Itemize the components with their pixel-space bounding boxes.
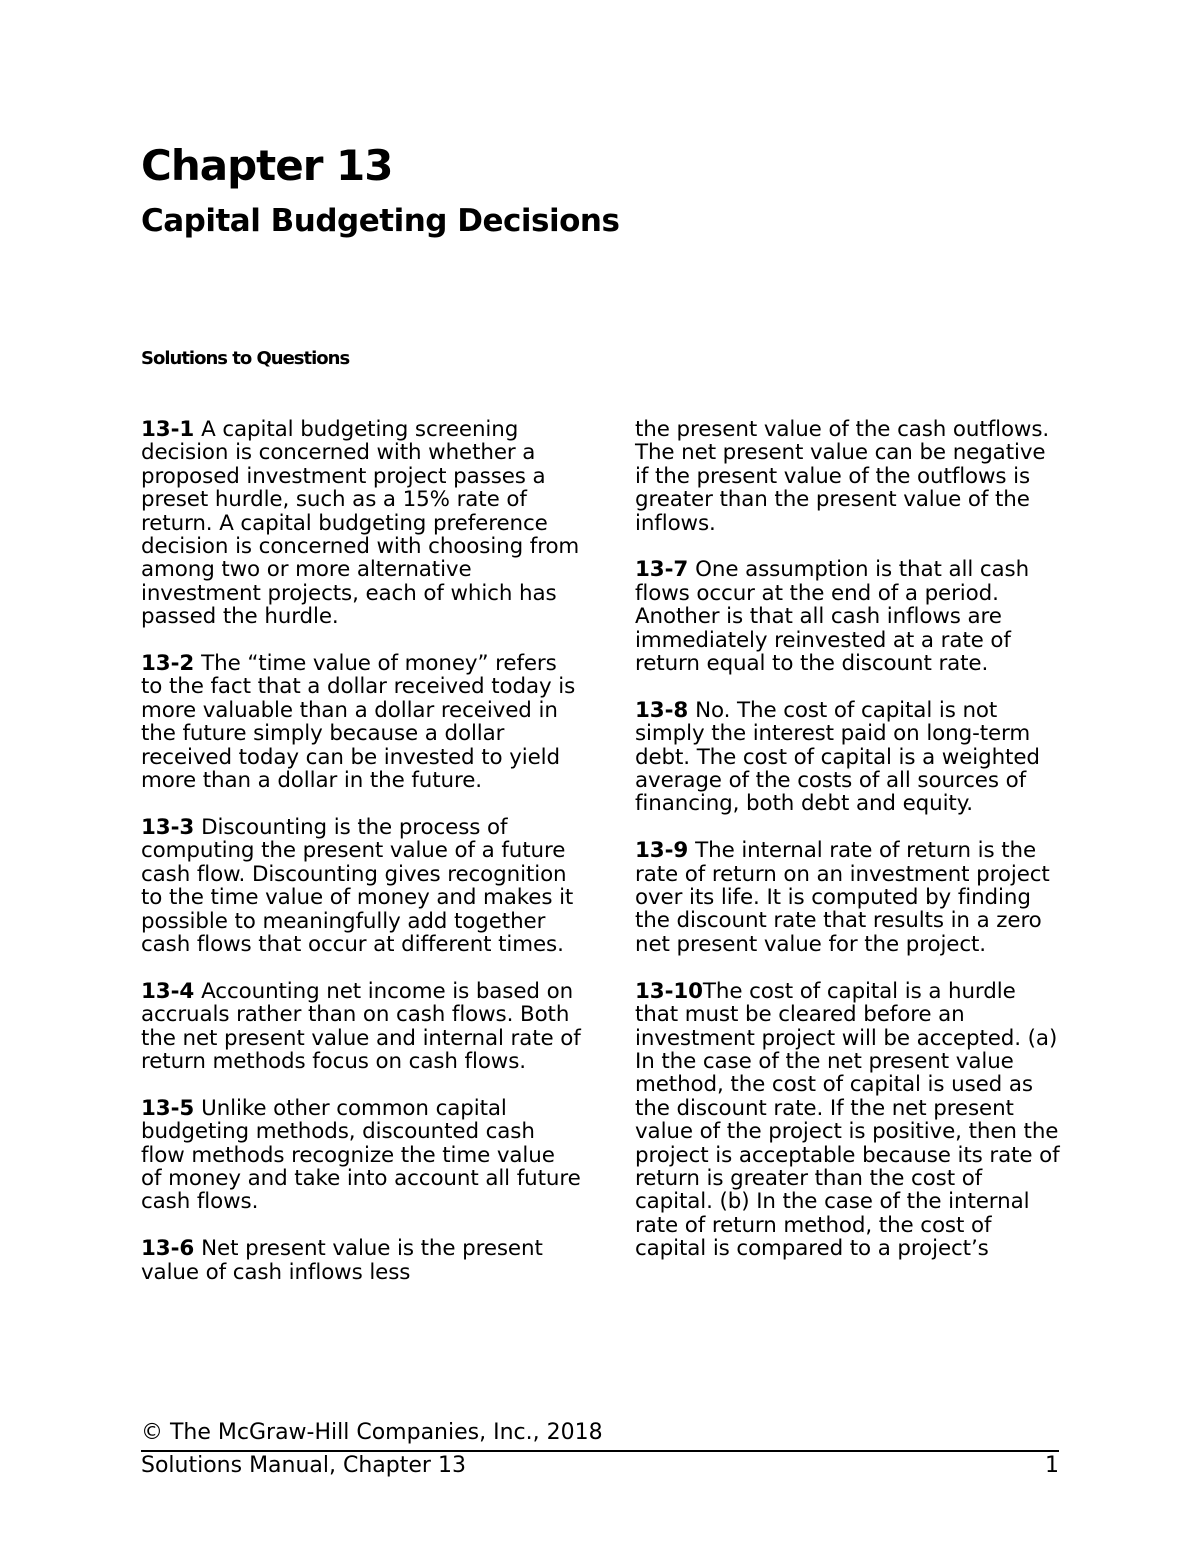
answer-paragraph	[635, 699, 1065, 816]
answer-text: The internal rate of return is the rate of return on an investment project over its life. It is computed by finding the discount rate that results in a zero net present value for the project.	[635, 838, 1050, 957]
answer-paragraph	[635, 980, 1065, 1261]
question-number: 13-10	[635, 978, 703, 1004]
question-number: 13-9	[635, 838, 689, 864]
question-number: 13-1	[141, 417, 195, 442]
answer-text: Discounting is the process of computing the present value of a future cash flow. Discounting gives recognition to the time value of money and makes it possible to meaningfully add together cash flows that occur at different times.	[141, 814, 574, 957]
left-column	[141, 418, 581, 1307]
question-number: 13-8	[635, 697, 689, 723]
answer-paragraph	[141, 1097, 581, 1214]
answer-text: Accounting net income is based on accruals rather than on cash flows. Both the net present value and internal rate of return methods focus on cash flows.	[141, 978, 581, 1074]
question-number: 13-6	[141, 1236, 195, 1262]
page-number: 1	[1045, 1453, 1059, 1478]
question-number: 13-2	[141, 651, 195, 677]
question-number: 13-7	[635, 557, 689, 583]
copyright-notice: © The McGraw-Hill Companies, Inc., 2018	[141, 1420, 603, 1445]
answer-text: One assumption is that all cash flows occur at the end of a period. Another is that all cash inflows are immediately reinvested at a rate of return equal to the discount rate.	[635, 557, 1030, 677]
footer-manual-label: Solutions Manual, Chapter 13	[141, 1453, 466, 1478]
answer-paragraph	[141, 980, 581, 1074]
answer-paragraph	[635, 839, 1065, 956]
answer-text: The cost of capital is a hurdle that must be cleared before an investment project will be accepted. (a) In the case of the net present value method, the cost of capital is used as the discount rate. If the net present value of the project is positive, then the project is acceptable because its rate of return is greater than the cost of capital. (b) In the case of the internal rate of return method, the cost of capital is compared to a project’s	[635, 978, 1060, 1262]
chapter-subtitle: Capital Budgeting Decisions	[141, 203, 620, 239]
question-number: 13-4	[141, 978, 195, 1004]
answer-text: The “time value of money” refers to the fact that a dollar received today is more valuable than a dollar received in the future simply because a dollar received today can be invested to yield more than a dollar in the future.	[141, 651, 576, 794]
answer-text: No. The cost of capital is not simply the interest paid on long-term debt. The cost of capital is a weighted average of the costs of all sources of financing, both debt and equity.	[635, 697, 1040, 817]
answer-paragraph	[141, 816, 581, 956]
right-column	[635, 418, 1065, 1284]
answer-paragraph	[141, 418, 581, 629]
question-number: 13-3	[141, 814, 195, 840]
answer-continuation: the present value of the cash outflows. The net present value can be negative if the present value of the outflows is greater than the present value of the inflows.	[635, 417, 1050, 536]
answer-paragraph	[141, 652, 581, 792]
section-heading: Solutions to Questions	[141, 348, 350, 369]
answer-paragraph	[141, 1237, 581, 1284]
chapter-title: Chapter 13	[141, 141, 393, 190]
footer-divider	[141, 1450, 1059, 1452]
answer-text: Unlike other common capital budgeting methods, discounted cash flow methods recognize the time value of money and take into account all future cash flows.	[141, 1095, 581, 1215]
answer-text: Net present value is the present value of cash inflows less	[141, 1236, 543, 1285]
question-number: 13-5	[141, 1095, 195, 1121]
answer-paragraph	[635, 558, 1065, 675]
answer-text: A capital budgeting screening decision is concerned with whether a proposed investment project passes a preset hurdle, such as a 15% rate of return. A capital budgeting preference decision is concerned with choosing from among two or more alternative investment projects, each of which has passed the hurdle.	[141, 417, 580, 630]
